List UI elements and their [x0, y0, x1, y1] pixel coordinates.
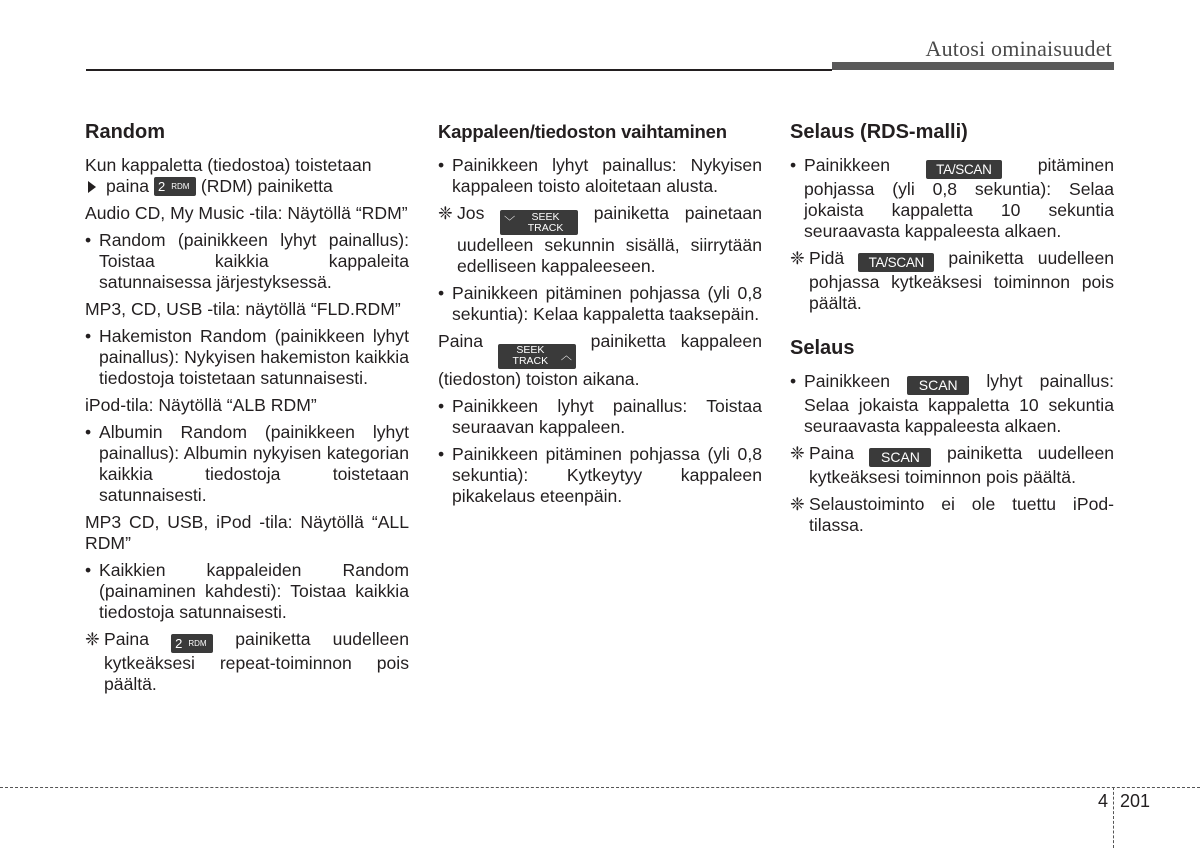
- list-item: • Kaikkien kappaleiden Random (painaminen kahdesti): Toistaa kaikkia tiedostoja satunnaisesti.: [85, 560, 409, 622]
- footer-divider: [0, 787, 1200, 788]
- paragraph: Paina SEEK TRACK ︿ painiketta kappaleen (tiedoston) toiston aikana.: [438, 331, 762, 389]
- list-item: • Painikkeen lyhyt painallus: Toistaa seuraavan kappaleen.: [438, 395, 762, 437]
- paragraph: Kun kappaletta (tiedostoa) toistetaan: [85, 155, 372, 175]
- paragraph: MP3 CD, USB, iPod -tila: Näytöllä “ALL RDM”: [85, 512, 409, 553]
- section-heading-scan: Selaus: [790, 337, 855, 359]
- rdm-button-icon: 2 RDM: [171, 634, 213, 653]
- list-item: • Albumin Random (painikkeen lyhyt painallus): Albumin nykyisen kategorian kaikkia tiedostoja toistetaan satunnaisesti.: [85, 422, 409, 505]
- section-heading-random: Random: [85, 121, 165, 143]
- note-icon: ❈: [438, 203, 453, 223]
- ta-scan-button-icon: TA/SCAN: [926, 160, 1002, 179]
- section-heading-rds-scan: Selaus (RDS-malli): [790, 121, 968, 143]
- header-rule-accent: [832, 62, 1114, 70]
- play-arrow-icon: [88, 181, 96, 193]
- paragraph: iPod-tila: Näytöllä “ALB RDM”: [85, 395, 317, 415]
- rdm-button-icon: 2 RDM: [154, 177, 196, 196]
- list-item: • Hakemiston Random (painikkeen lyhyt painallus): Nykyisen hakemiston kaikkia tiedostoja toistetaan satunnaisesti.: [85, 326, 409, 388]
- chapter-number: 4: [1098, 791, 1109, 811]
- column-random: [85, 120, 409, 695]
- note-icon: ❈: [790, 494, 805, 514]
- list-item: • Random (painikkeen lyhyt painallus): Toistaa kaikkia kappaleita satunnaisessa järjestyksessä.: [85, 230, 409, 292]
- paragraph: Audio CD, My Music -tila: Näytöllä “RDM”: [85, 203, 408, 223]
- note-item: ❈ Paina SCAN painiketta uudelleen kytkeäksesi toiminnon pois päältä.: [790, 443, 1115, 487]
- list-item: • Painikkeen SCAN lyhyt painallus: Selaa jokaista kappaletta 10 sekuntia seuraavasta kappaleesta alkaen.: [790, 371, 1115, 436]
- chevron-down-icon: ﹀: [504, 216, 516, 228]
- footer-page-divider: [1113, 787, 1114, 848]
- list-item: • Painikkeen pitäminen pohjassa (yli 0,8 sekuntia): Kytkeytyy kappaleen pikakelaus eteenpäin.: [438, 443, 762, 506]
- note-item: ❈ Paina 2 RDM painiketta uudelleen kytkeäksesi repeat-toiminnon pois päältä.: [85, 629, 409, 694]
- ta-scan-button-icon: TA/SCAN: [858, 253, 934, 272]
- section-heading-track-change: Kappaleen/tiedoston vaihtaminen: [438, 121, 727, 142]
- list-item: • Painikkeen TA/SCAN pitäminen pohjassa (yli 0,8 sekuntia): Selaa jokaista kappaletta 10 sekuntia seuraavasta kappaleesta alkaen.: [790, 155, 1114, 241]
- note-item: ❈ Jos ﹀ SEEK TRACK painiketta painetaan uudelleen sekunnin sisällä, siirrytään edelliseen kappaleeseen.: [438, 203, 763, 276]
- note-item: ❈ Pidä TA/SCAN painiketta uudelleen pohjassa kytkeäksesi toiminnon pois päältä.: [790, 248, 1115, 313]
- list-item: • Painikkeen lyhyt painallus: Nykyisen kappaleen toisto aloitetaan alusta.: [438, 155, 762, 196]
- scan-button-icon: SCAN: [869, 448, 931, 467]
- header-title: Autosi ominaisuudet: [925, 36, 1112, 61]
- scan-button-icon: SCAN: [907, 376, 969, 395]
- note-icon: ❈: [790, 248, 805, 268]
- seek-track-down-button-icon: ﹀ SEEK TRACK: [500, 210, 578, 235]
- instruction-line: paina 2 RDM (RDM) painiketta: [85, 176, 409, 197]
- header-rule: [86, 69, 832, 71]
- note-icon: ❈: [790, 443, 805, 463]
- note-icon: ❈: [85, 629, 100, 649]
- list-item: • Painikkeen pitäminen pohjassa (yli 0,8 sekuntia): Kelaa kappaletta taaksepäin.: [438, 283, 762, 324]
- column-scan: [790, 120, 1114, 542]
- seek-track-up-button-icon: SEEK TRACK ︿: [498, 344, 576, 369]
- chevron-up-icon: ︿: [560, 349, 572, 362]
- paragraph: MP3, CD, USB -tila: näytöllä “FLD.RDM”: [85, 299, 401, 319]
- note-item: ❈ Selaustoiminto ei ole tuettu iPod-tilassa.: [790, 494, 1114, 535]
- page-number: 201: [1120, 791, 1151, 811]
- column-track-change: [438, 120, 762, 513]
